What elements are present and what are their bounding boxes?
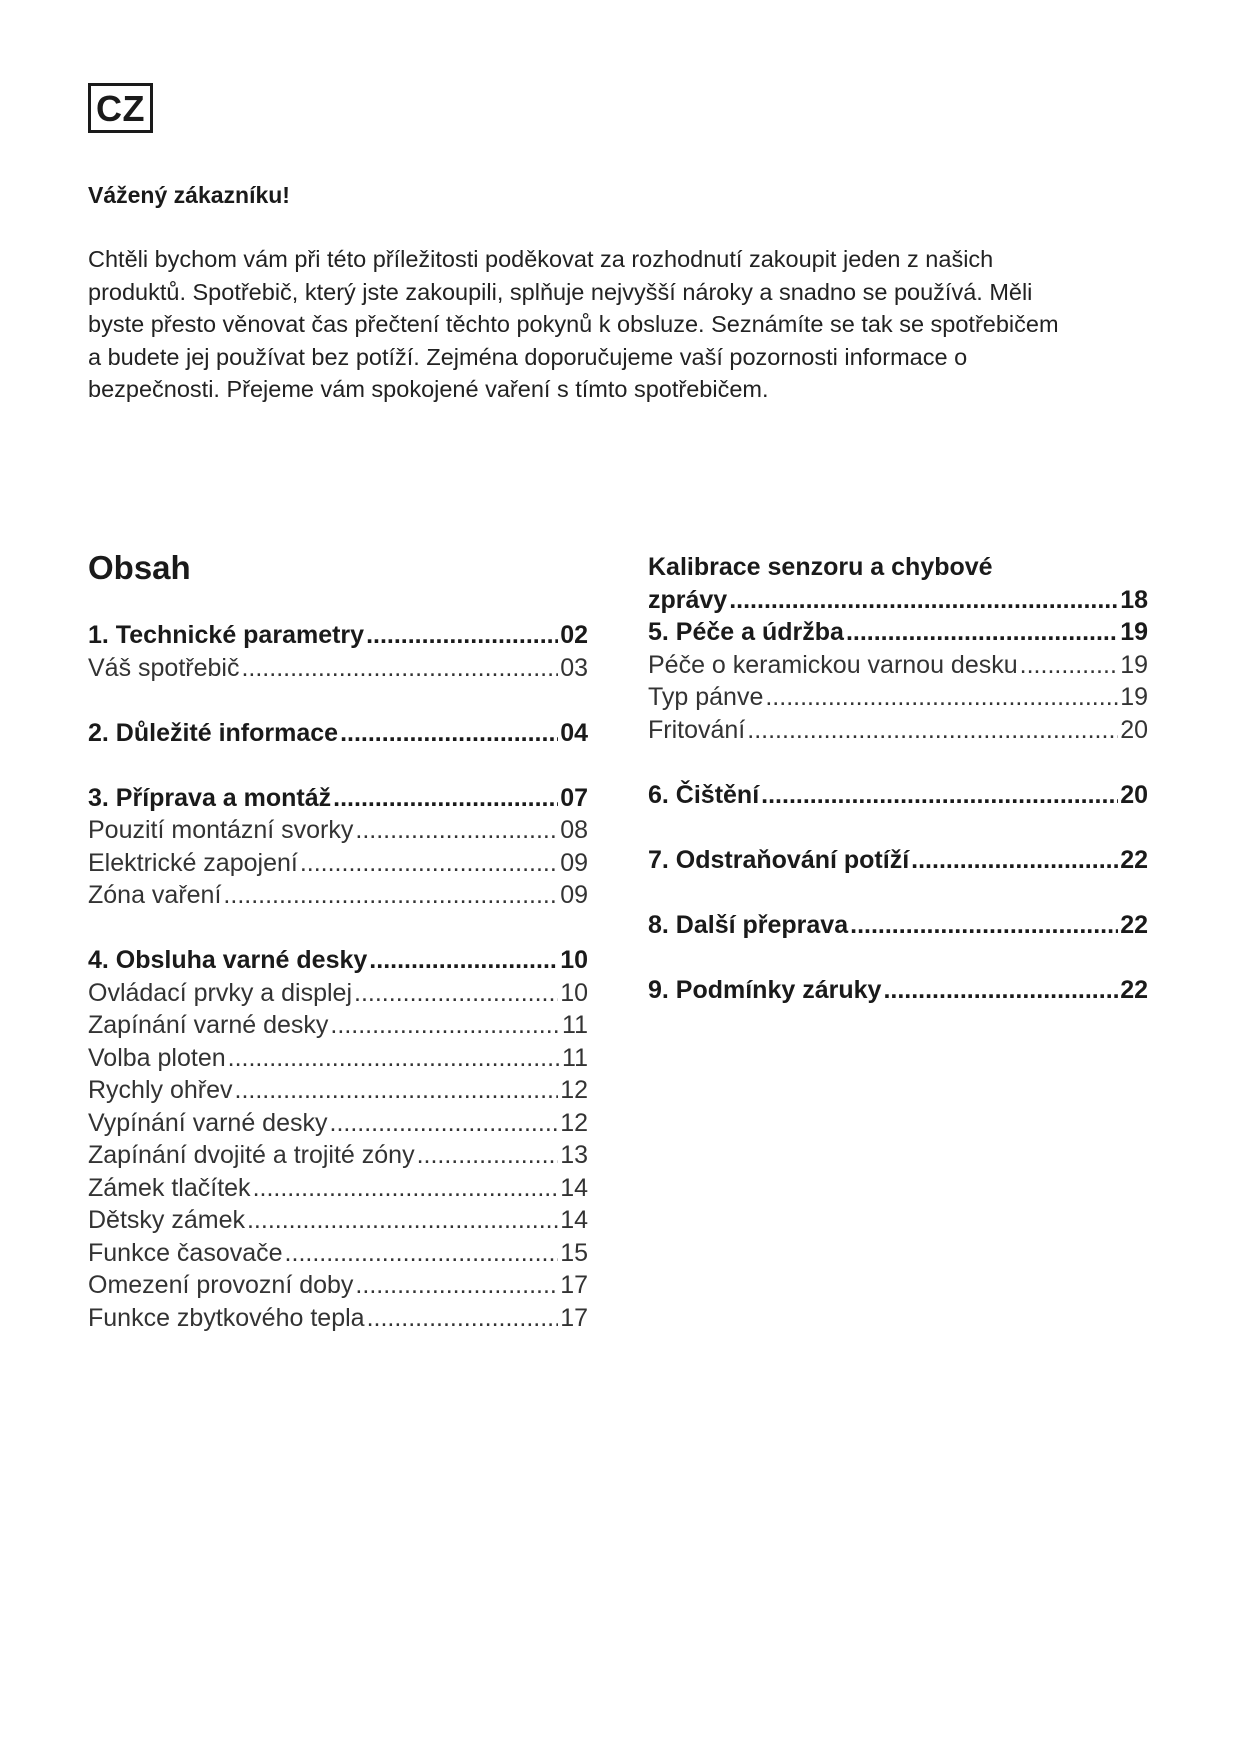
toc-entry-page: 03 [560,653,588,682]
toc-entry[interactable] [88,1009,588,1042]
toc-leader-dots [366,619,558,652]
toc-right-column [648,551,1148,1006]
toc-entry[interactable] [648,714,1148,747]
toc-spacer [88,749,588,782]
toc-entry-page: 02 [560,621,588,649]
toc-entry[interactable] [648,584,1148,617]
toc-leader-dots [355,1269,558,1302]
toc-entry-page: 18 [1120,585,1148,614]
toc-entry-label: 5. Péče a údržba [648,618,844,646]
toc-entry-label: Zámek tlačítek [88,1173,251,1202]
toc-entry-page: 22 [1120,975,1148,1004]
toc-entry[interactable] [88,879,588,912]
toc-entry[interactable] [88,782,588,815]
toc-entry-label: Omezení provozní doby [88,1271,354,1299]
toc-spacer [648,811,1148,844]
toc-entry[interactable] [88,1172,588,1205]
toc-entry-page: 19 [1120,618,1148,646]
toc-spacer [648,746,1148,779]
toc-entry-label: 1. Technické parametry [88,621,365,649]
toc-leader-dots [729,584,1118,617]
toc-entry[interactable] [648,616,1148,649]
toc-entry-page: 15 [560,1238,588,1267]
toc-leader-dots [333,782,558,815]
toc-entry-page: 11 [562,1011,588,1039]
toc-entry[interactable] [88,1237,588,1270]
toc-entry[interactable] [88,1107,588,1140]
intro-line: Chtěli bychom vám při této příležitosti poděkovat za rozhodnutí zakoupit jeden z našich [88,246,994,272]
toc-entry-label: 6. Čištění [648,780,760,809]
toc-entry-label: 9. Podmínky záruky [648,975,882,1004]
toc-entry-label: Typ pánve [648,683,764,711]
toc-entry-page: 17 [560,1303,588,1332]
toc-entry[interactable] [88,1042,588,1075]
intro-line: produktů. Spotřebič, který jste zakoupili, splňuje nejvyšší nároky a snadno se používá. Měli [88,278,1033,305]
toc-entry[interactable] [88,847,588,880]
toc-entry[interactable] [648,779,1148,812]
intro-line: byste přesto věnovat čas přečtení těchto pokynů k obsluze. Seznámíte se tak se spotřebičem [88,311,1059,337]
toc-entry-label: Ovládací prvky a displej [88,978,353,1007]
toc-leader-dots [253,1172,559,1205]
toc-entry-page: 08 [560,816,588,844]
toc-entry-page: 22 [1120,845,1148,874]
toc-entry[interactable] [88,1302,588,1335]
toc-entry[interactable] [88,717,588,750]
toc-entry-label: Volba ploten [88,1043,226,1072]
toc-spacer [88,912,588,945]
toc-leader-dots [235,1074,559,1107]
toc-entry[interactable] [648,844,1148,877]
toc-entry-page: 22 [1120,910,1148,939]
toc-entry-label: Fritování [648,715,746,744]
toc-heading-line: Kalibrace senzoru a chybové [648,553,993,581]
toc-entry-label: Dětsky zámek [88,1206,245,1234]
toc-leader-dots [846,616,1118,649]
toc-leader-dots [354,977,558,1010]
toc-leader-dots [223,879,558,912]
toc-leader-dots [228,1042,560,1075]
toc-entry-label: 8. Další přeprava [648,910,849,939]
toc-leader-dots [765,681,1118,714]
toc-entry-label: Rychly ohřev [88,1076,233,1104]
toc-entry[interactable] [648,974,1148,1007]
intro-paragraph [88,243,1168,406]
toc-entry-page: 04 [560,718,588,747]
toc-entry[interactable] [648,649,1148,682]
toc-entry-page: 10 [560,946,588,974]
toc-leader-dots [340,717,558,750]
toc-entry-label: 4. Obsluha varné desky [88,946,368,974]
toc-left-column [88,619,588,1334]
toc-leader-dots [300,847,558,880]
toc-entry-page: 10 [560,978,588,1007]
toc-entry[interactable] [88,1074,588,1107]
toc-entry-page: 09 [560,881,588,909]
toc-leader-dots [330,1009,560,1042]
toc-entry-page: 12 [560,1076,588,1104]
toc-leader-dots [247,1204,558,1237]
toc-entry-label: 7. Odstraňování potíží [648,845,910,874]
toc-entry-label: Elektrické zapojení [88,848,298,877]
toc-entry-page: 14 [560,1173,588,1202]
toc-spacer [88,684,588,717]
toc-leader-dots [285,1237,559,1270]
toc-entry[interactable] [648,909,1148,942]
toc-entry-label: Zapínání varné desky [88,1011,329,1039]
toc-leader-dots [330,1107,559,1140]
toc-entry-page: 12 [560,1108,588,1137]
toc-entry-page: 20 [1120,715,1148,744]
toc-entry[interactable] [88,814,588,847]
toc-entry-label: Funkce zbytkového tepla [88,1303,365,1332]
toc-leader-dots [241,652,558,685]
toc-entry-page: 13 [560,1141,588,1169]
toc-leader-dots [367,1302,559,1335]
toc-leader-dots [1020,649,1119,682]
toc-entry-page: 14 [560,1206,588,1234]
toc-entry-page: 11 [562,1043,588,1072]
toc-entry-label: Vypínání varné desky [88,1108,328,1137]
intro-line: a budete jej používat bez potíží. Zejména doporučujeme vaší pozornosti informace o [88,343,968,370]
toc-entry-label: Váš spotřebič [88,653,240,682]
toc-spacer [648,941,1148,974]
toc-entry[interactable] [88,1204,588,1237]
toc-entry-label: 2. Důležité informace [88,718,339,747]
toc-leader-dots [850,909,1118,942]
toc-spacer [648,876,1148,909]
toc-title: Obsah [88,549,191,586]
toc-entry-label: Zapínání dvojité a trojité zóny [88,1141,415,1169]
toc-leader-dots [911,844,1118,877]
toc-leader-dots [883,974,1118,1007]
toc-leader-dots [761,779,1118,812]
toc-entry[interactable] [88,619,588,652]
toc-entry[interactable] [88,652,588,685]
toc-leader-dots [747,714,1118,747]
toc-entry-label: Funkce časovače [88,1238,283,1267]
toc-entry[interactable] [88,1269,588,1302]
toc-entry[interactable] [88,977,588,1010]
language-badge: CZ [88,83,153,133]
toc-entry-label: 3. Příprava a montáž [88,783,332,812]
toc-leader-dots [417,1139,559,1172]
toc-entry-page: 20 [1120,780,1148,809]
intro-line: bezpečnosti. Přejeme vám spokojené vaření s tímto spotřebičem. [88,376,769,402]
toc-entry-page: 19 [1120,683,1148,711]
toc-entry-label: Pouzití montázní svorky [88,816,354,844]
toc-entry-page: 07 [560,783,588,812]
toc-entry-page: 17 [560,1271,588,1299]
toc-entry[interactable] [88,944,588,977]
greeting-heading: Vážený zákazníku! [88,182,290,208]
toc-entry-label: Zóna vaření [88,881,222,909]
toc-entry[interactable] [88,1139,588,1172]
toc-entry-page: 19 [1120,650,1148,679]
toc-entry-page: 09 [560,848,588,877]
toc-leader-dots [369,944,558,977]
toc-entry-label: zprávy [648,585,728,614]
toc-leader-dots [355,814,558,847]
toc-entry-label: Péče o keramickou varnou desku [648,650,1018,679]
toc-entry[interactable] [648,681,1148,714]
